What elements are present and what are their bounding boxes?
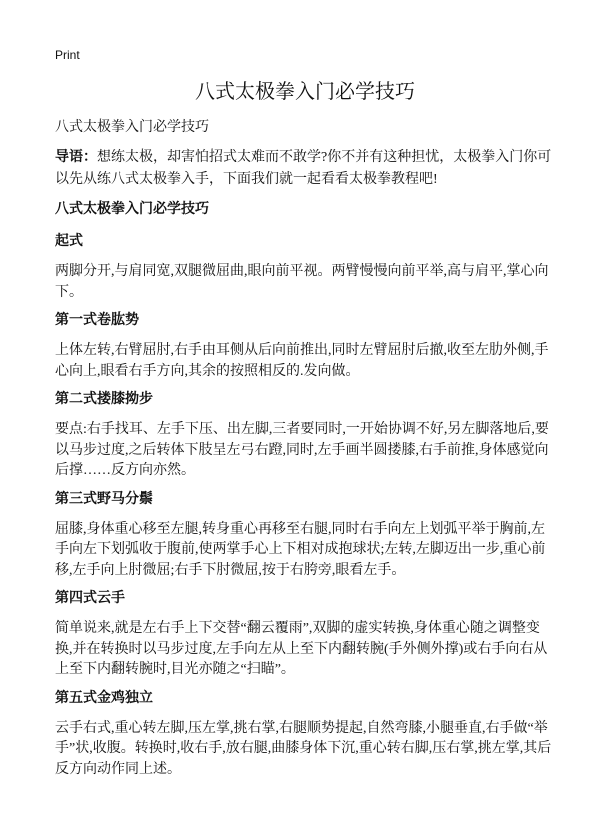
section-form-1 bbox=[55, 311, 555, 382]
section-main-heading: 八式太极拳入门必学技巧 bbox=[55, 202, 209, 217]
section-body: 云手右式,重心转左脚,压左掌,挑右掌,右腿顺势提起,自然弯膝,小腿垂直,右手做“举手”状,收腹。转换时,收右手,放右腿,曲膝身体下沉,重心转右脚,压右掌,挑左掌,其后反方向动作同上述。 bbox=[55, 720, 552, 777]
section-heading: 第二式搂膝拗步 bbox=[55, 392, 153, 407]
section-form-3 bbox=[55, 490, 555, 582]
section-body: 屈膝,身体重心移至左腿,转身重心再移至右腿,同时右手向左上划弧平举于胸前,左手向左下划弧收于腹前,使两掌手心上下相对成抱球状;左转,左脚迈出一步,重心前移,左手向上肘微屈;右手下肘微屈,按于右胯旁,眼看左手。 bbox=[55, 521, 546, 578]
section-opening bbox=[55, 232, 555, 303]
section-form-2 bbox=[55, 390, 555, 482]
print-link[interactable]: Print bbox=[55, 48, 80, 62]
intro-paragraph bbox=[55, 147, 555, 191]
article-subtitle: 八式太极拳入门必学技巧 bbox=[55, 120, 209, 135]
section-heading: 第一式卷肱势 bbox=[55, 313, 139, 328]
section-heading: 第三式野马分鬃 bbox=[55, 491, 153, 507]
section-body: 要点:右手找耳、左手下压、出左脚,三者要同时,一开始协调不好,另左脚落地后,要以马步过度,之后转体下肢呈左弓右蹬,同时,左手画半圆搂膝,右手前推,身体感觉向后撑……反方向亦然。 bbox=[55, 422, 549, 478]
section-form-5 bbox=[55, 689, 555, 781]
section-heading: 第五式金鸡独立 bbox=[55, 690, 153, 706]
page-title: 八式太极拳入门必学技巧 bbox=[195, 81, 415, 103]
section-body: 两脚分开,与肩同宽,双腿微屈曲,眼向前平视。两臂慢慢向前平举,高与肩平,掌心向下。 bbox=[55, 264, 549, 300]
section-body: 上体左转,右臂屈肘,右手由耳侧从后向前推出,同时左臂屈肘后撤,收至左肋外侧,手心向上,眼看右手方向,其余的按照相反的.发向做。 bbox=[55, 343, 549, 379]
section-heading: 第四式云手 bbox=[55, 591, 125, 606]
intro-text: 想练太极，却害怕招式太难而不敢学?你不并有这种担忧，太极拳入门你可以先从练八式太极拳入手，下面我们就一起看看太极拳教程吧! bbox=[55, 150, 552, 187]
section-form-4 bbox=[55, 589, 555, 681]
intro-label: 导语： bbox=[55, 150, 97, 165]
section-heading: 起式 bbox=[55, 234, 83, 249]
section-body: 简单说来,就是左右手上下交替“翻云覆雨”,双脚的虚实转换,身体重心随之调整变换,并在转换时以马步过度,左手向左从上至下内翻转腕(手外侧外撑)或右手向右从上至下内翻转腕时,目光亦随之“扫瞄”。 bbox=[55, 621, 548, 677]
